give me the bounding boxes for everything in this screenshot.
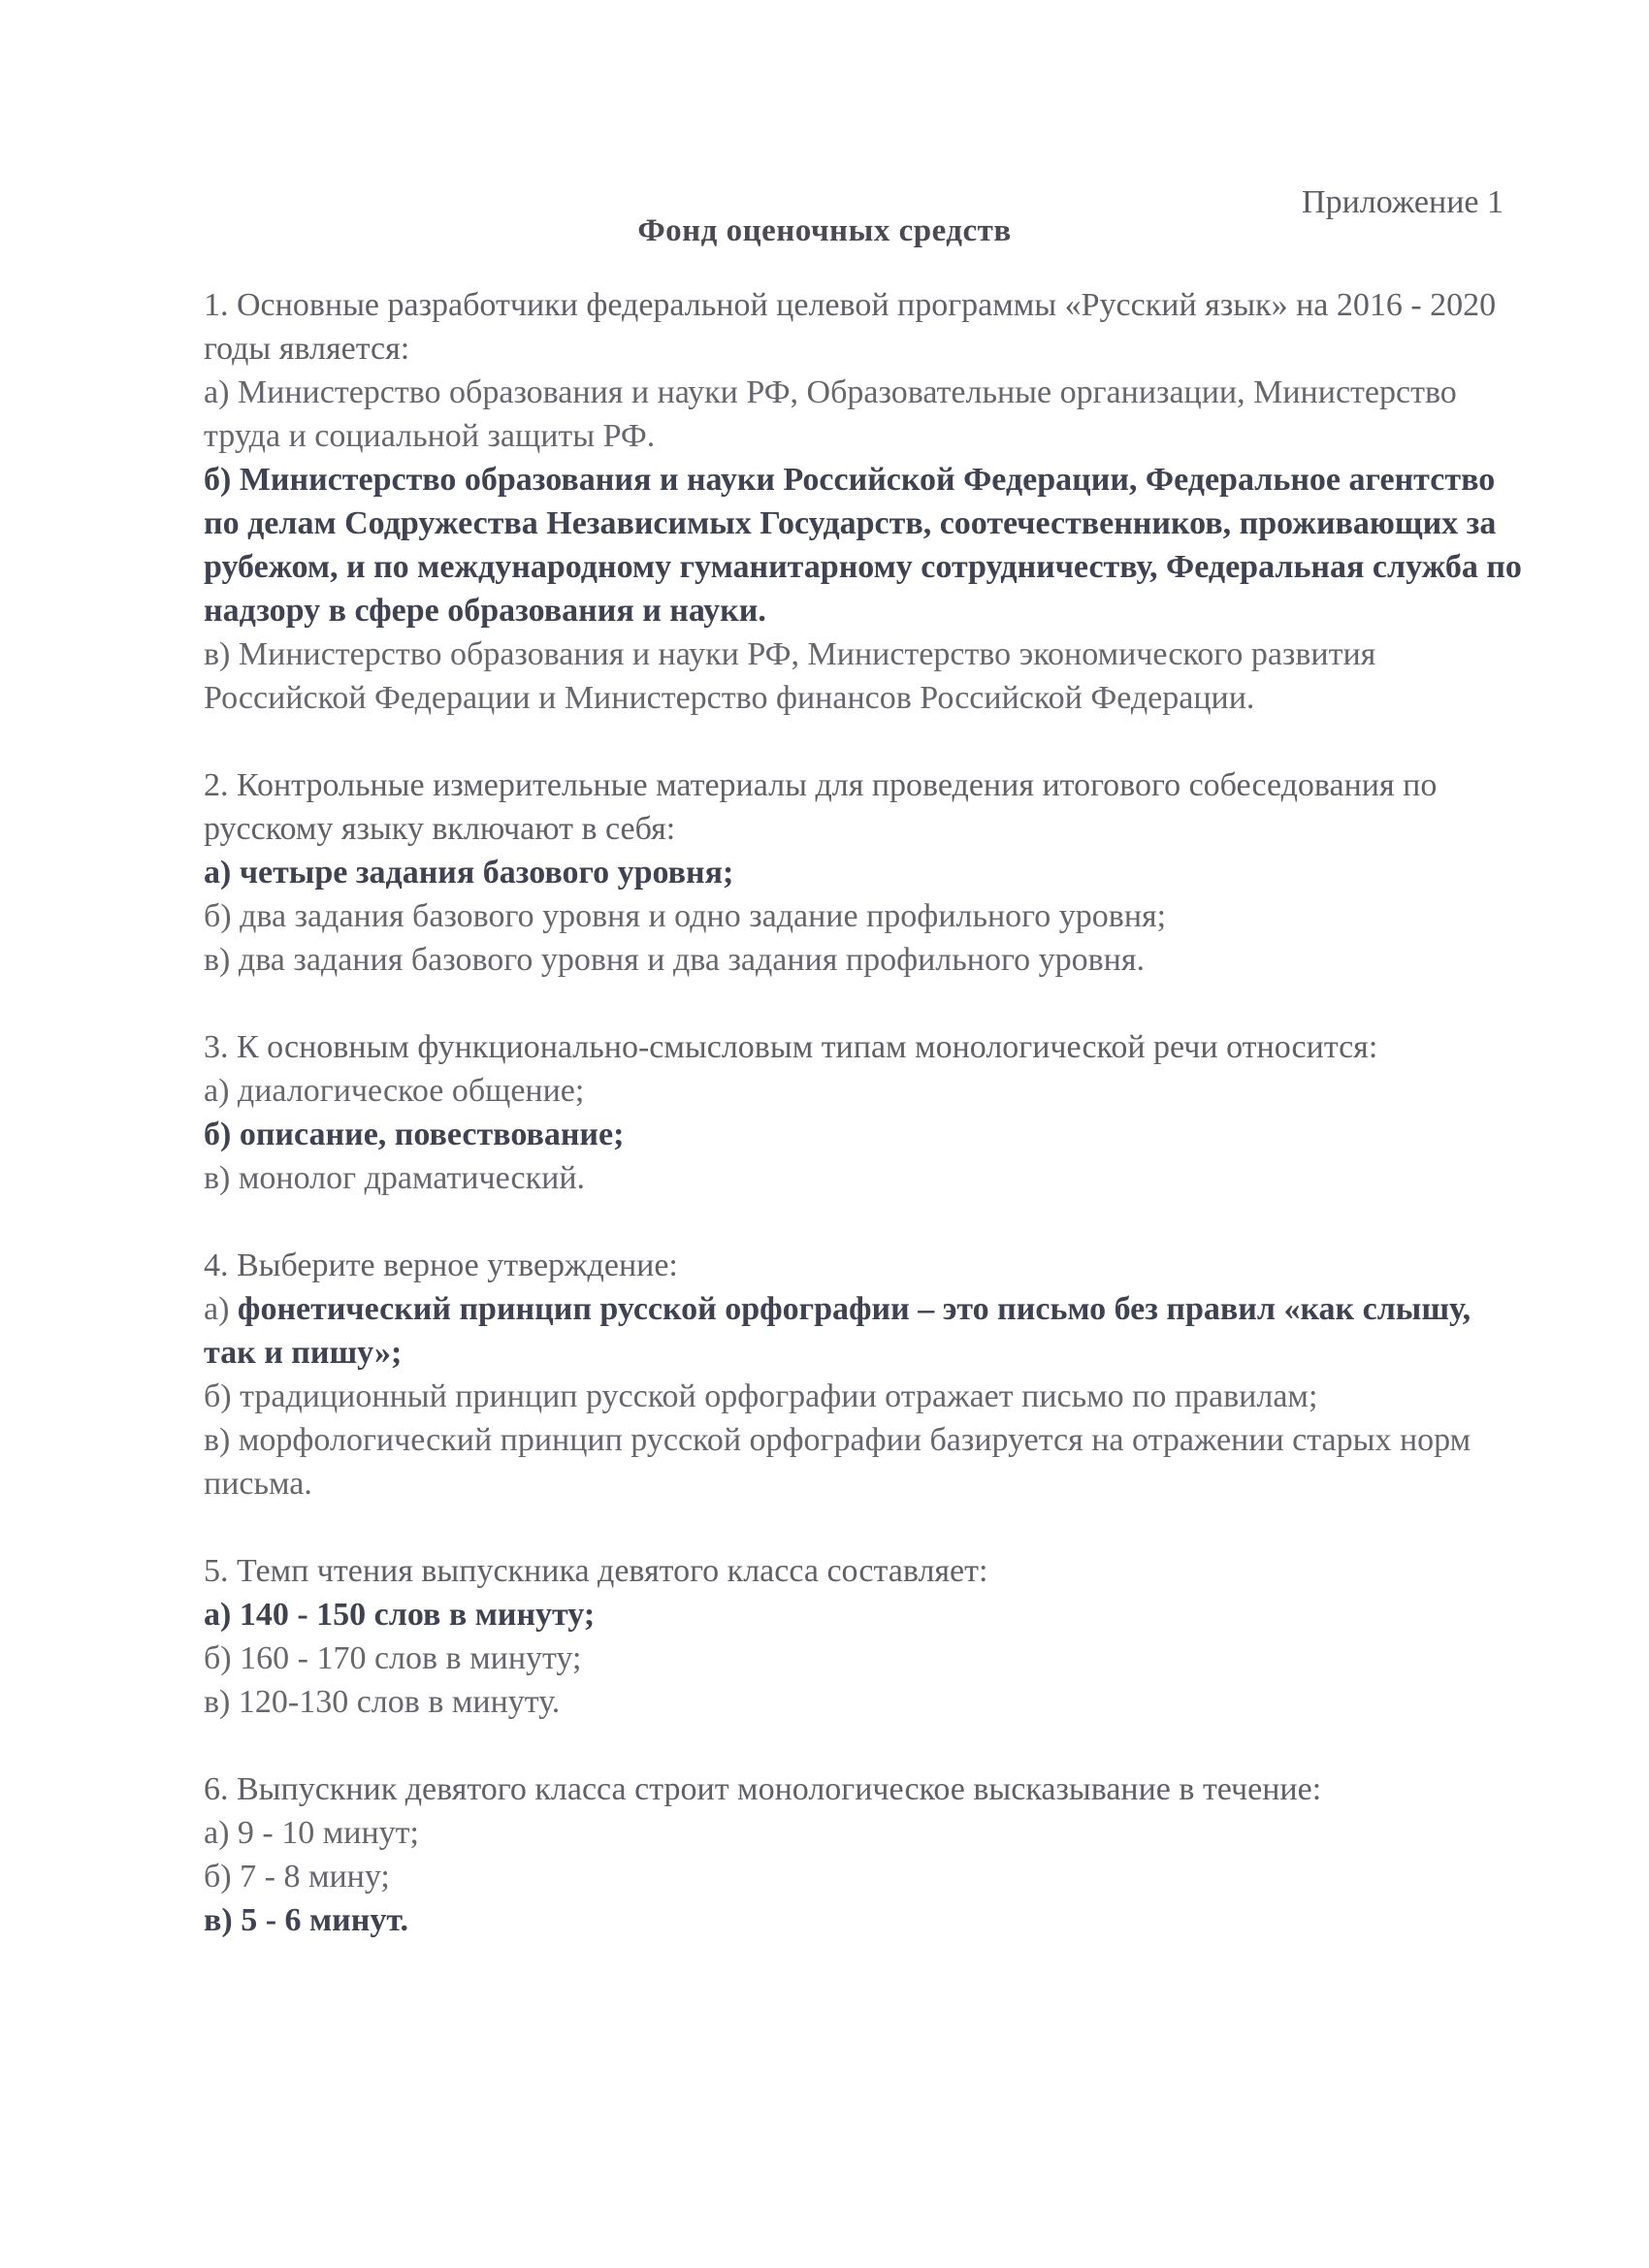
option-label: в): [204, 1684, 239, 1720]
question-6: [204, 1767, 1523, 1942]
option-b: [204, 894, 1523, 938]
option-text: фонетический принцип русской орфографии – это письмо без правил «как слышу, так и пишу»;: [204, 1291, 1471, 1371]
question-text: 5. Темп чтения выпускника девятого класса составляет:: [204, 1553, 988, 1589]
option-label: б): [204, 898, 241, 934]
option-text: диалогическое общение;: [237, 1073, 585, 1109]
option-c: [204, 938, 1523, 982]
option-text: четыре задания базового уровня;: [239, 855, 734, 891]
page-title: Фонд оценочных средств: [637, 213, 1012, 248]
option-a-correct: [204, 1287, 1523, 1375]
option-text: монолог драматический.: [238, 1160, 586, 1196]
option-text: 7 - 8 мину;: [240, 1859, 390, 1895]
option-text: 5 - 6 минут.: [241, 1902, 408, 1938]
appendix-label: Приложение 1: [1302, 184, 1504, 220]
question-list: [204, 283, 1523, 1986]
option-text: 9 - 10 минут;: [237, 1815, 419, 1851]
question-text: 6. Выпускник девятого класса строит монологическое высказывание в течение:: [204, 1771, 1322, 1807]
option-label: а): [204, 855, 240, 891]
option-text: традиционный принцип русской орфографии отражает письмо по правилам;: [240, 1378, 1318, 1414]
option-label: б): [204, 1640, 241, 1676]
option-a: [204, 1811, 1523, 1855]
option-a: [204, 1069, 1523, 1113]
question-text: 2. Контрольные измерительные материалы для проведения итогового собеседования по русскому языку включают в себя:: [204, 767, 1438, 847]
option-text: 140 - 150 слов в минуту;: [239, 1597, 596, 1633]
option-label: а): [204, 374, 238, 410]
option-b: [204, 1375, 1523, 1418]
option-text: 120-130 слов в минуту.: [238, 1684, 561, 1720]
option-label: б): [204, 1117, 240, 1152]
option-c: [204, 632, 1523, 720]
option-text: два задания базового уровня и два задания профильного уровня.: [238, 942, 1145, 978]
option-label: б): [204, 1859, 241, 1895]
option-a-correct: [204, 851, 1523, 894]
option-b: [204, 1855, 1523, 1898]
question-text: 3. К основным функционально-смысловым типам монологической речи относится:: [204, 1029, 1378, 1065]
option-a: [204, 371, 1523, 458]
option-text: два задания базового уровня и одно задание профильного уровня;: [240, 898, 1167, 934]
option-c: [204, 1418, 1523, 1506]
option-label: а): [204, 1815, 238, 1851]
option-label: б): [204, 462, 240, 498]
option-text: описание, повествование;: [239, 1117, 625, 1152]
question-text: 4. Выберите верное утверждение:: [204, 1247, 678, 1283]
question-4: [204, 1244, 1523, 1506]
option-text: Министерство образования и науки РФ, Министерство экономического развития Российской Федерации и Министерство финансов Российской Федерации.: [204, 636, 1376, 716]
option-text: 160 - 170 слов в минуту;: [240, 1640, 582, 1676]
option-label: в): [204, 942, 239, 978]
option-text: Министерство образования и науки Российской Федерации, Федеральное агентство по делам Содружества Независимых Государств, соотечественников, проживающих за рубежом, и по международному гуманитарному сотрудничеству, Федеральная служба по надзору в сфере образования и науки.: [204, 462, 1522, 629]
option-label: а): [204, 1073, 238, 1109]
question-1: [204, 283, 1523, 720]
option-label: б): [204, 1378, 241, 1414]
option-label: а): [204, 1597, 240, 1633]
option-a-correct: [204, 1593, 1523, 1636]
question-2: [204, 763, 1523, 982]
question-3: [204, 1025, 1523, 1200]
option-c: [204, 1680, 1523, 1724]
option-b: [204, 1636, 1523, 1680]
option-label: в): [204, 636, 239, 672]
option-b-correct: [204, 458, 1523, 632]
option-label: в): [204, 1422, 239, 1458]
option-text: морфологический принцип русской орфографии базируется на отражении старых норм письма.: [204, 1422, 1471, 1502]
option-text: Министерство образования и науки РФ, Образовательные организации, Министерство труда и социальной защиты РФ.: [204, 374, 1457, 454]
option-label: а): [204, 1291, 238, 1327]
option-label: в): [204, 1160, 239, 1196]
option-c: [204, 1156, 1523, 1200]
question-5: [204, 1549, 1523, 1724]
option-b-correct: [204, 1113, 1523, 1156]
question-text: 1. Основные разработчики федеральной целевой программы «Русский язык» на 2016 - 2020 годы является:: [204, 287, 1497, 367]
option-label: в): [204, 1902, 242, 1938]
option-c-correct: [204, 1898, 1523, 1942]
